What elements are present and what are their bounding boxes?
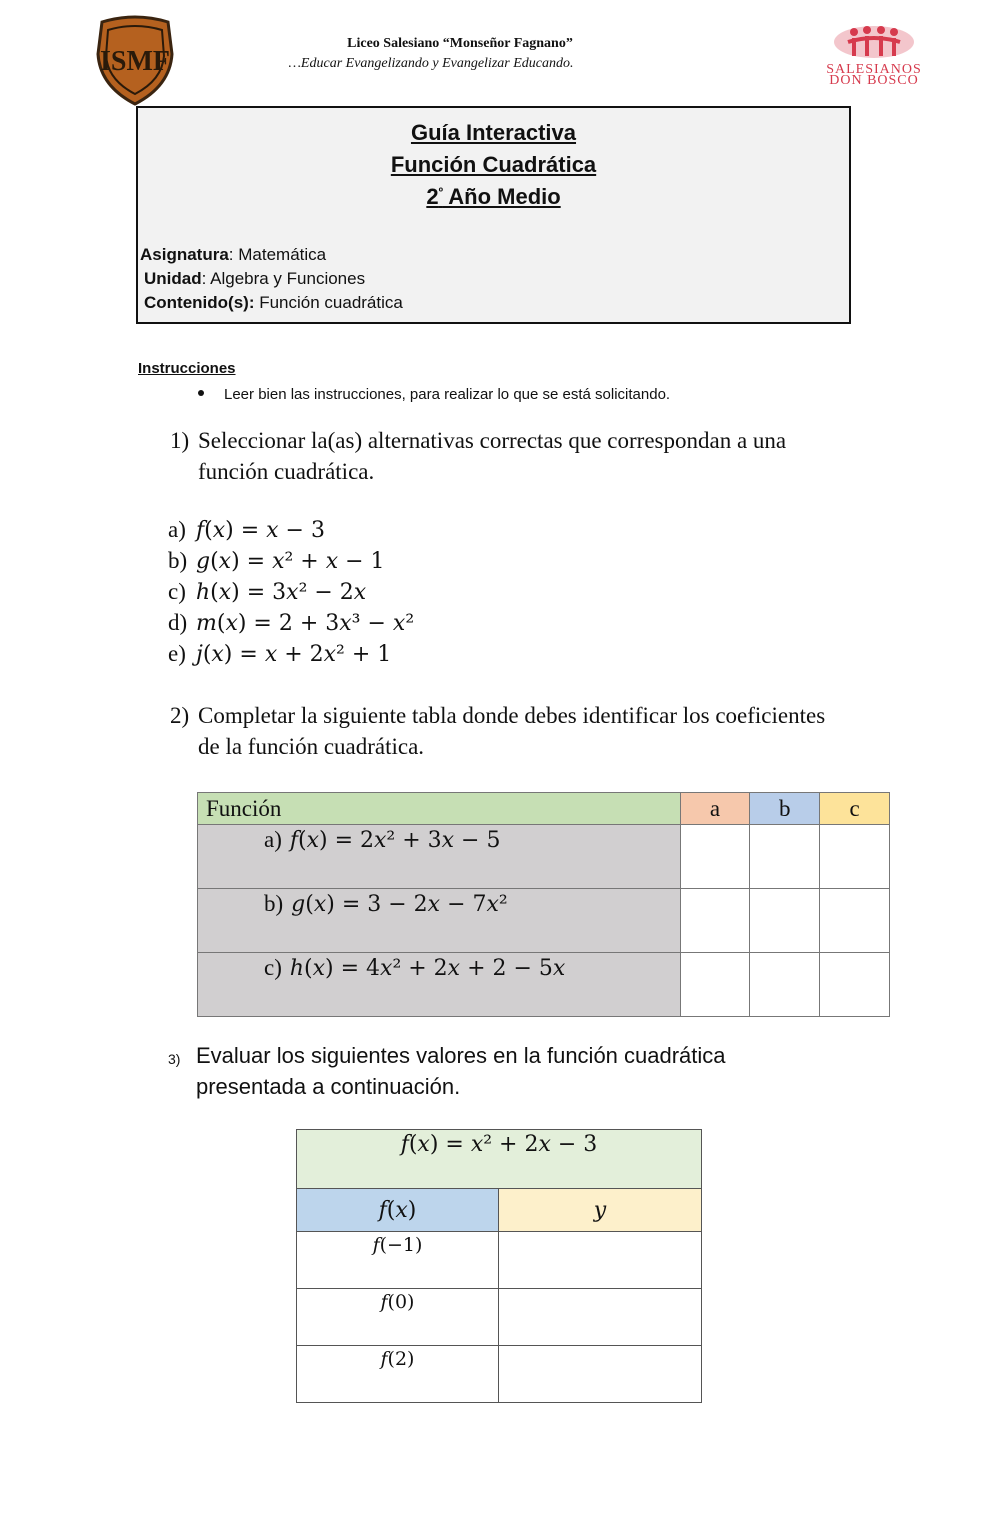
- sdb-logo-line2: DON BOSCO: [829, 73, 919, 88]
- option-label: d): [168, 610, 188, 635]
- option-b[interactable]: [168, 548, 385, 574]
- answer-cell-c[interactable]: [820, 953, 890, 1017]
- school-motto: …Educar Evangelizando y Evangelizar Educando.: [288, 56, 574, 71]
- eval-answer-cell[interactable]: [499, 1232, 702, 1289]
- question-2-number: 2): [170, 703, 190, 728]
- grade-rest: Año Medio: [442, 184, 561, 209]
- row-label: b): [264, 891, 284, 916]
- eval-answer-cell[interactable]: [499, 1289, 702, 1346]
- option-expression: 𝑚(𝑥) = 2 + 3𝑥³ − 𝑥²: [196, 611, 415, 636]
- function-cell: [198, 825, 681, 889]
- grade-ordinal: º: [438, 185, 443, 199]
- question-3-number: 3): [168, 1051, 181, 1067]
- eval-answer-cell[interactable]: [499, 1346, 702, 1403]
- table-header-row: [297, 1189, 702, 1232]
- function-header: 𝑓(𝑥) = 𝑥² + 2𝑥 − 3: [297, 1130, 702, 1189]
- row-label: a): [264, 827, 282, 852]
- row-expression: 𝑔(𝑥) = 3 − 2𝑥 − 7𝑥²: [291, 892, 508, 917]
- option-d[interactable]: [168, 610, 414, 636]
- option-label: b): [168, 548, 188, 573]
- unit-value: : Algebra y Funciones: [201, 269, 366, 288]
- option-a[interactable]: [168, 517, 325, 543]
- eval-input-cell: 𝑓(2): [297, 1346, 499, 1403]
- option-expression: ℎ(𝑥) = 3𝑥² − 2𝑥: [196, 580, 367, 605]
- content-line: [144, 293, 403, 313]
- question-3: [168, 1040, 868, 1110]
- row-label: c): [264, 955, 282, 980]
- header-fx: 𝑓(𝑥): [297, 1189, 499, 1232]
- answer-cell-b[interactable]: [750, 953, 820, 1017]
- instructions-bullet-text: Leer bien las instrucciones, para realizar lo que se está solicitando.: [224, 386, 671, 403]
- instructions-heading: Instrucciones: [138, 360, 236, 377]
- guide-title: Guía Interactiva: [410, 120, 577, 145]
- eval-input-cell: 𝑓(−1): [297, 1232, 499, 1289]
- option-e[interactable]: [168, 641, 391, 667]
- grade-number: 2: [426, 184, 439, 209]
- coefficients-table: [197, 792, 890, 1017]
- answer-cell-c[interactable]: [820, 889, 890, 953]
- school-name: Liceo Salesiano “Monseñor Fagnano”: [347, 36, 573, 51]
- answer-cell-a[interactable]: [680, 825, 750, 889]
- crest-lettering: ISMF: [100, 46, 170, 77]
- question-1-number: 1): [170, 428, 190, 453]
- eval-input-cell: 𝑓(0): [297, 1289, 499, 1346]
- option-expression: 𝑔(𝑥) = 𝑥² + 𝑥 − 1: [196, 549, 385, 574]
- table-row: [297, 1232, 702, 1289]
- bullet-icon: [198, 390, 204, 396]
- topic-title: Función Cuadrática: [390, 152, 597, 177]
- header-a: a: [680, 793, 750, 825]
- content-label: Contenido(s):: [144, 293, 255, 312]
- option-expression: 𝑗(𝑥) = 𝑥 + 2𝑥² + 1: [196, 642, 392, 667]
- instructions-bullet: [198, 386, 670, 403]
- question-1: [170, 425, 870, 495]
- row-expression: 𝑓(𝑥) = 2𝑥² + 3𝑥 − 5: [289, 828, 501, 853]
- header-y: 𝑦: [499, 1189, 702, 1232]
- option-label: a): [168, 517, 186, 542]
- question-2-text: Completar la siguiente tabla donde debes identificar los coeficientes de la función cuadrática.: [198, 703, 826, 759]
- function-cell: [198, 889, 681, 953]
- option-expression: 𝑓(𝑥) = 𝑥 − 3: [196, 518, 325, 543]
- question-1-text: Seleccionar la(as) alternativas correctas que correspondan a una función cuadrática.: [198, 428, 787, 484]
- header-function: Función: [198, 793, 681, 825]
- title-box: [136, 106, 851, 324]
- answer-cell-b[interactable]: [750, 825, 820, 889]
- table-header-row: [198, 793, 890, 825]
- answer-cell-a[interactable]: [680, 953, 750, 1017]
- table-row: [297, 1346, 702, 1403]
- table-row: [297, 1289, 702, 1346]
- function-cell: [198, 953, 681, 1017]
- subject-value: : Matemática: [228, 245, 327, 264]
- row-expression: ℎ(𝑥) = 4𝑥² + 2𝑥 + 2 − 5𝑥: [289, 956, 566, 981]
- table-row: [198, 825, 890, 889]
- table-header-row: [297, 1130, 702, 1189]
- unit-label: Unidad: [144, 269, 202, 288]
- salesianos-don-bosco-logo: [804, 20, 944, 90]
- content-value: Función cuadrática: [254, 293, 403, 312]
- subject-label: Asignatura: [140, 245, 229, 264]
- option-c[interactable]: [168, 579, 366, 605]
- header-b: b: [750, 793, 820, 825]
- answer-cell-a[interactable]: [680, 889, 750, 953]
- grade-title: [138, 184, 849, 210]
- question-2: [170, 700, 870, 770]
- question-3-text: Evaluar los siguientes valores en la función cuadrática presentada a continuación.: [196, 1043, 726, 1099]
- answer-cell-b[interactable]: [750, 889, 820, 953]
- answer-cell-c[interactable]: [820, 825, 890, 889]
- sdb-logo-line1: SALESIANOS: [826, 62, 922, 77]
- evaluation-table: [296, 1129, 702, 1403]
- subject-line: [140, 245, 326, 265]
- option-label: c): [168, 579, 186, 604]
- table-row: [198, 889, 890, 953]
- option-label: e): [168, 641, 186, 666]
- table-row: [198, 953, 890, 1017]
- unit-line: [144, 269, 365, 289]
- header-c: c: [820, 793, 890, 825]
